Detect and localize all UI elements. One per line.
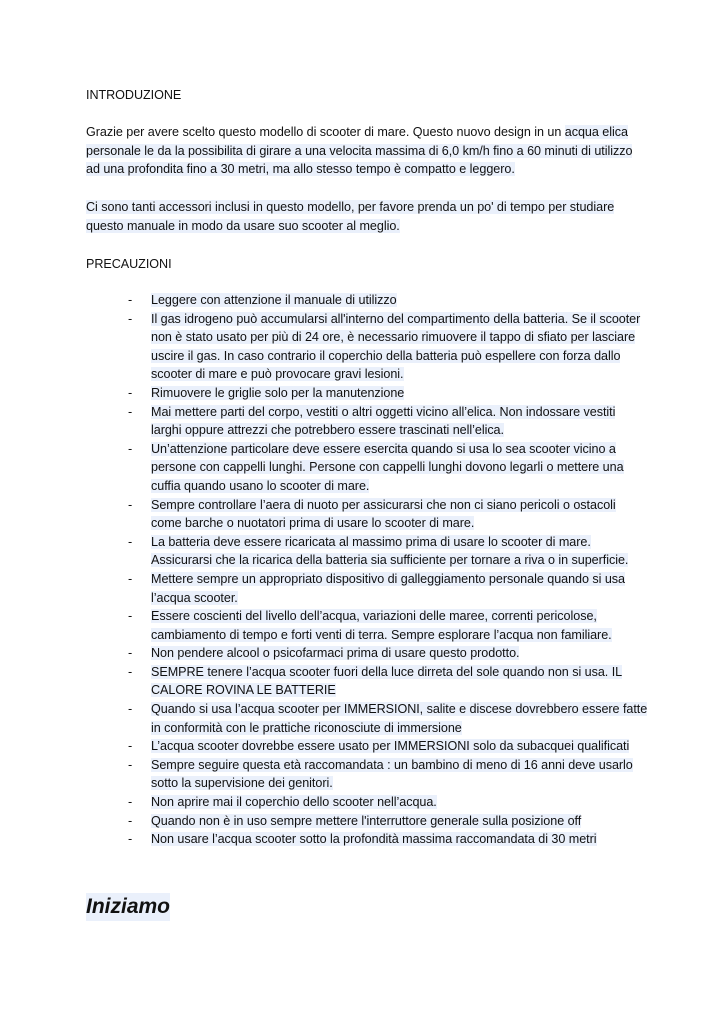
precaution-text: Essere coscienti del livello dell’acqua, variazioni delle maree, correnti pericolose, cambiamento di tempo e forti venti di terra. Sempre esplorare l’acqua non familiare.	[151, 609, 612, 642]
precaution-text: La batteria deve essere ricaricata al massimo prima di usare lo scooter di mare. Assicurarsi che la ricarica della batteria sia sufficiente per tornare a riva o in superficie.	[151, 534, 629, 568]
intro-paragraph-1-highlighted: acqua elica personale le da la possibilita di girare a una velocita massima di 6,0 km/h fino a 60 minuti di utilizzo ad una profondita fino a 30 metri, ma allo stesso tempo è compatto e leggero.	[86, 125, 633, 177]
precaution-text: L’acqua scooter dovrebbe essere usato per IMMERSIONI solo da subacquei qualificati	[151, 739, 630, 754]
precaution-item	[128, 403, 648, 440]
precaution-text: Un’attenzione particolare deve essere esercita quando si usa lo sea scooter vicino a persone con cappelli lunghi. Persone con cappelli lunghi dovono legarli o mettere una cuffia quando usano lo scooter di mare.	[151, 441, 624, 493]
intro-paragraph-1-start: Grazie per avere scelto questo modello di scooter di mare. Questo nuovo design in un	[86, 125, 565, 139]
precaution-text: Sempre controllare l’aera di nuoto per assicurarsi che non ci siano pericoli o ostacoli come barche o nuotatori prima di usare lo scooter di mare.	[151, 497, 616, 531]
precaution-item	[128, 570, 648, 607]
precaution-text: Leggere con attenzione il manuale di utilizzo	[151, 293, 397, 307]
precaution-item	[128, 496, 648, 533]
bullet-dash: -	[128, 757, 133, 772]
precaution-item	[128, 440, 648, 496]
precaution-text: Mettere sempre un appropriato dispositivo di galleggiamento personale quando si usa l’acqua scooter.	[151, 571, 626, 605]
bullet-dash: -	[128, 813, 133, 828]
precaution-item	[128, 793, 648, 812]
bullet-dash: -	[128, 441, 133, 456]
precaution-text: Quando si usa l’acqua scooter per IMMERSIONI, salite e discese dovrebbero essere fatte in conformità con le prattiche riconosciute di immersione	[151, 702, 648, 735]
precaution-text: Non pendere alcool o psicofarmaci prima di usare questo prodotto.	[151, 646, 520, 661]
precaution-text: Rimuovere le griglie solo per la manutenzione	[151, 385, 405, 400]
precaution-item	[128, 756, 648, 793]
precaution-text: Sempre seguire questa età raccomandata : un bambino di meno di 16 anni deve usarlo sotto la supervisione dei genitori.	[151, 757, 633, 791]
bullet-dash: -	[128, 832, 133, 847]
bullet-dash: -	[128, 646, 133, 661]
precautions-heading: PRECAUZIONI	[86, 257, 172, 271]
precaution-item	[128, 700, 648, 737]
precaution-item	[128, 533, 648, 570]
bullet-dash: -	[128, 795, 133, 810]
bullet-dash: -	[128, 497, 133, 512]
bullet-dash: -	[128, 739, 133, 754]
precaution-item	[128, 663, 648, 700]
precaution-text: Quando non è in uso sempre mettere l'interruttore generale sulla posizione off	[151, 813, 582, 828]
precaution-item	[128, 812, 648, 831]
precaution-item	[128, 644, 648, 663]
bullet-dash: -	[128, 404, 133, 419]
precaution-text: Non aprire mai il coperchio dello scooter nell’acqua.	[151, 795, 437, 810]
bullet-dash: -	[128, 385, 133, 400]
bullet-dash: -	[128, 609, 133, 624]
precaution-item	[128, 830, 648, 849]
section-title-iniziamo: Iniziamo	[86, 893, 170, 921]
bullet-dash: -	[128, 664, 133, 679]
intro-paragraph-2-text: Ci sono tanti accessori inclusi in questo modello, per favore prenda un po' di tempo per studiare questo manuale in modo da usare suo scooter al meglio.	[86, 200, 615, 233]
precaution-item	[128, 291, 648, 310]
bullet-dash: -	[128, 571, 133, 586]
precaution-text: Non usare l’acqua scooter sotto la profondità massima raccomandata di 30 metri	[151, 832, 597, 847]
precaution-text: Il gas idrogeno può accumularsi all'interno del compartimento della batteria. Se il scooter non è stato usato per più di 24 ore, è necessario rimuovere il tappo di sfiato per lasciare uscire il gas. In caso contrario il coperchio della batteria può espellere con forza dallo scooter di mare e può provocare gravi lesioni.	[151, 311, 641, 382]
precaution-item	[128, 310, 648, 384]
bullet-dash: -	[128, 702, 133, 717]
precaution-text: Mai mettere parti del corpo, vestiti o altri oggetti vicino all’elica. Non indossare vestiti larghi oppure attrezzi che potrebbero essere trascinati nell’elica.	[151, 404, 616, 438]
bullet-dash: -	[128, 293, 133, 307]
intro-paragraph-1	[86, 123, 646, 179]
precaution-text: SEMPRE tenere l’acqua scooter fuori della luce dirreta del sole quando non si usa. IL CALORE ROVINA LE BATTERIE	[151, 664, 623, 698]
intro-paragraph-2	[86, 198, 646, 235]
precaution-item	[128, 737, 648, 756]
intro-heading: INTRODUZIONE	[86, 88, 182, 102]
precautions-list	[128, 291, 648, 849]
bullet-dash: -	[128, 311, 133, 326]
precaution-item	[128, 384, 648, 403]
bullet-dash: -	[128, 534, 133, 549]
precaution-item	[128, 607, 648, 644]
